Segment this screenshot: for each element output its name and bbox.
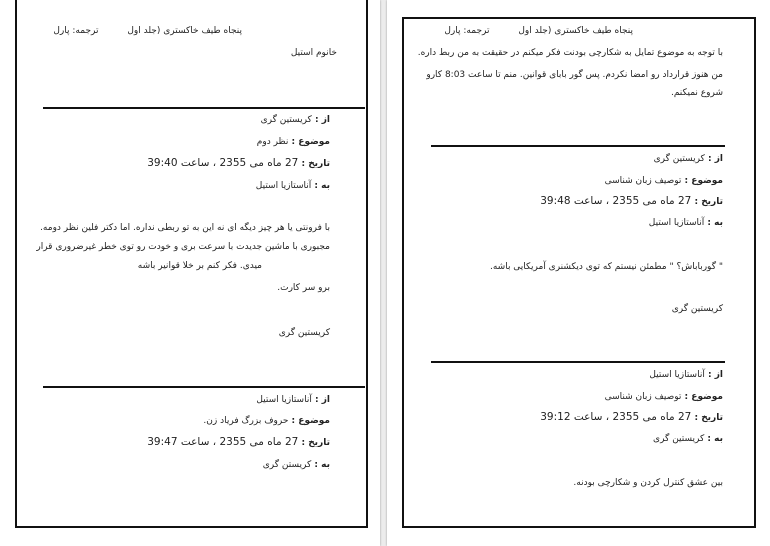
- date-label: تاریخ: [701, 413, 723, 423]
- email-body-line: برو سر کارت.: [277, 283, 330, 293]
- subject-label: موضوع: [691, 392, 723, 402]
- book-title: پنجاه طیف خاکستری (جلد اول: [127, 26, 242, 36]
- translator-credit: ترجمه: پارل: [444, 26, 490, 36]
- right-page: [387, 0, 770, 546]
- page-header: [53, 26, 242, 36]
- email-to: به : آناستازیا استیل: [255, 181, 330, 191]
- email-from: از : آناستازیا استیل: [256, 395, 330, 405]
- email-date: تاریخ : 27 ماه می 2355 ، ساعت 39:47: [147, 436, 330, 448]
- subject-value: توصیف زبان شناسی: [604, 176, 682, 186]
- to-value: آناستازیا استیل: [648, 218, 705, 228]
- email-subject: موضوع : نظر دوم: [256, 137, 330, 147]
- intro-line: من هنوز قرارداد رو امضا نکردم. پس گور بابای قوانین. منم تا ساعت 8:03 کارو: [426, 70, 723, 80]
- date-label: تاریخ: [308, 159, 330, 169]
- email-from: از : کریستین گری: [653, 154, 723, 164]
- email-signature: کریستین گری: [278, 328, 330, 338]
- intro-line: با توجه به موضوع تمایل به شکارچی بودنت فکر میکنم در حقیقت به من ربط داره.: [417, 48, 723, 58]
- email-divider: [431, 361, 725, 363]
- email-subject: موضوع : توصیف زبان شناسی: [604, 392, 723, 402]
- email-subject: موضوع : توصیف زبان شناسی: [604, 176, 723, 186]
- subject-value: توصیف زبان شناسی: [604, 392, 682, 402]
- email-to: به : کریستین گری: [653, 434, 723, 444]
- from-label: از: [714, 154, 723, 164]
- email-divider: [43, 386, 365, 388]
- to-label: به: [714, 218, 723, 228]
- email-body-line: بین عشق کنترل کردن و شکارچی بودنه.: [573, 478, 723, 488]
- email-from: از : آناستازیا استیل: [649, 370, 723, 380]
- date-value: 27 ماه می 2355 ، ساعت 39:12: [540, 411, 692, 423]
- date-value: 27 ماه می 2355 ، ساعت 39:48: [540, 195, 692, 207]
- salutation: خانوم استیل: [290, 48, 337, 58]
- from-value: کریستین گری: [653, 154, 705, 164]
- from-value: کریستین گری: [260, 115, 312, 125]
- email-divider: [431, 145, 725, 147]
- from-label: از: [714, 370, 723, 380]
- date-label: تاریخ: [701, 197, 723, 207]
- to-label: به: [714, 434, 723, 444]
- left-page: [0, 0, 380, 546]
- from-label: از: [321, 395, 330, 405]
- to-value: آناستازیا استیل: [255, 181, 312, 191]
- email-to: به : کریستن گری: [262, 460, 330, 470]
- book-title: پنجاه طیف خاکستری (جلد اول: [518, 26, 633, 36]
- email-to: به : آناستازیا استیل: [648, 218, 723, 228]
- date-value: 27 ماه می 2355 ، ساعت 39:40: [147, 157, 299, 169]
- email-date: تاریخ : 27 ماه می 2355 ، ساعت 39:12: [540, 411, 723, 423]
- page-header: [444, 26, 633, 36]
- to-label: به: [321, 181, 330, 191]
- email-divider: [43, 107, 365, 109]
- subject-value: حروف بزرگ فریاد زن.: [203, 416, 289, 426]
- email-date: تاریخ : 27 ماه می 2355 ، ساعت 39:40: [147, 157, 330, 169]
- email-from: از : کریستین گری: [260, 115, 330, 125]
- to-value: کریستین گری: [653, 434, 705, 444]
- subject-value: نظر دوم: [256, 137, 289, 147]
- subject-label: موضوع: [691, 176, 723, 186]
- from-label: از: [321, 115, 330, 125]
- email-date: تاریخ : 27 ماه می 2355 ، ساعت 39:48: [540, 195, 723, 207]
- to-value: کریستن گری: [262, 460, 312, 470]
- subject-label: موضوع: [298, 137, 330, 147]
- date-label: تاریخ: [308, 438, 330, 448]
- to-label: به: [321, 460, 330, 470]
- from-value: آناستازیا استیل: [649, 370, 705, 380]
- subject-label: موضوع: [298, 416, 330, 426]
- email-body-line: " گورباباش؟ " مطمئن نیستم که توی دیکشنری آمریکایی باشه.: [489, 262, 723, 272]
- email-signature: کریستین گری: [671, 304, 723, 314]
- email-body-line: با فرونتی یا هر چیز دیگه ای نه این به تو ربطی نداره. اما دکتر فلین نظر دومه.: [40, 223, 330, 233]
- translator-credit: ترجمه: پارل: [53, 26, 99, 36]
- email-subject: موضوع : حروف بزرگ فریاد زن.: [203, 416, 330, 426]
- email-body-line: مجبوری با ماشین جدیدت با سرعت بری و خودت رو توی خطر غیرضروری قرار: [36, 242, 330, 252]
- intro-line: شروع نمیکنم.: [670, 88, 723, 98]
- date-value: 27 ماه می 2355 ، ساعت 39:47: [147, 436, 299, 448]
- email-body-line: میدی. فکر کنم بر خلا قوانیر باشه: [137, 261, 262, 271]
- from-value: آناستازیا استیل: [256, 395, 312, 405]
